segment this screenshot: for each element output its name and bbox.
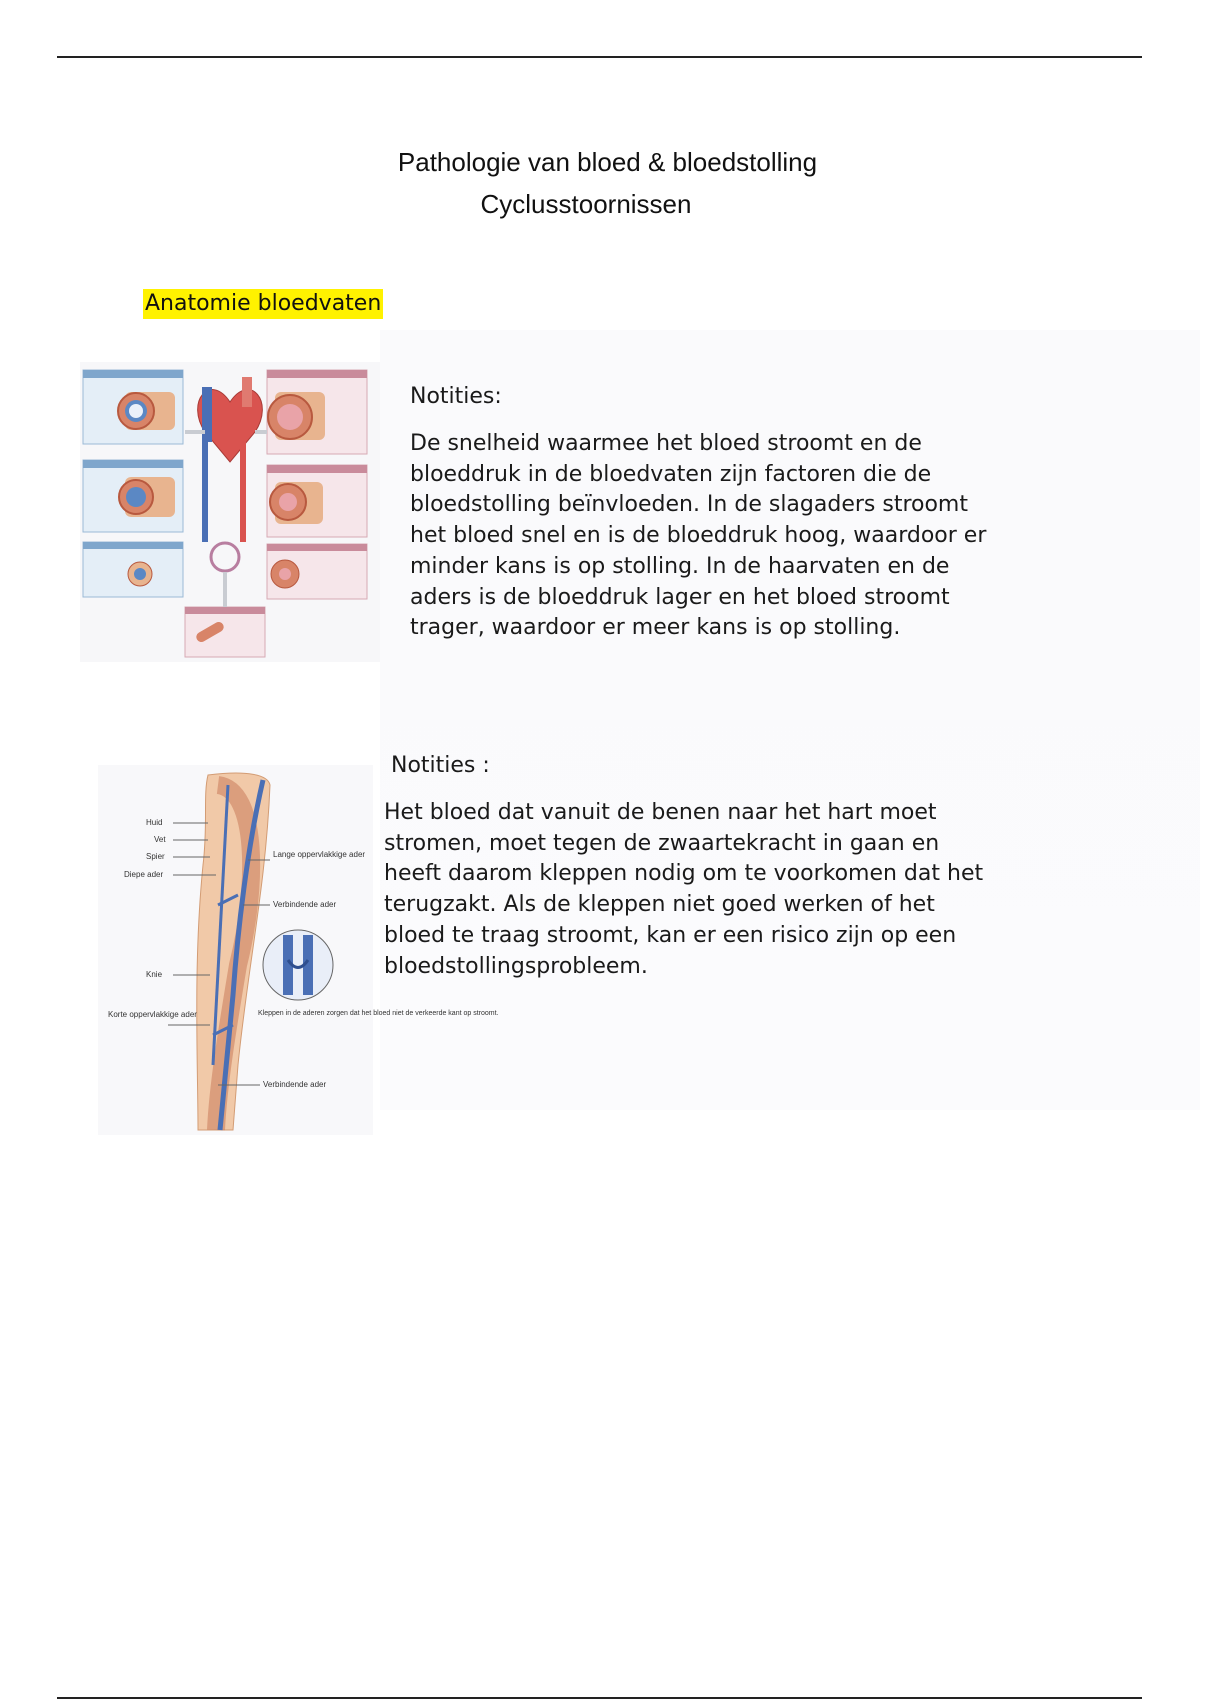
vessel-panel-header [83,370,183,378]
notes-line: bloedstolling beïnvloeden. In de slagaders stroomt [410,492,968,518]
vessel-inner [129,404,143,418]
label-muscle: Spier [146,852,165,861]
label-connecting-vein-2: Verbindende ader [263,1080,327,1089]
label-skin: Huid [146,818,163,827]
label-connecting-vein-1: Verbindende ader [273,900,337,909]
capillary-bed [211,543,239,571]
notes-line: het bloed snel en is de bloeddruk hoog, waardoor er [410,523,987,549]
vessel-panel-header [267,465,367,473]
notes-line: De snelheid waarmee het bloed stroomt en de [410,431,922,456]
notes-line: trager, waardoor er meer kans is op stolling. [410,615,901,641]
label-deep-vein: Diepe ader [124,870,164,879]
notes-text-2 [384,798,1084,982]
notes-line: stromen, moet tegen de zwaartekracht in gaan en [384,830,940,856]
vein-line [202,442,208,542]
vessel-panel [185,607,265,657]
vessel-panel-header [267,370,367,378]
notes-line: bloed te traag stroomt, kan er een risico zijn op een [384,922,957,948]
vessel-panel-header [83,542,183,549]
document-subtitle: Cyclusstoornissen [480,189,692,219]
notes-line: aders is de bloeddruk lager en het bloed stroomt [410,584,950,610]
vessel-lumen [279,493,297,511]
notes-line: minder kans is op stolling. In de haarvaten en de [410,553,950,579]
label-valves: Kleppen in de aderen zorgen dat het bloed niet de verkeerde kant op stroomt. [258,1010,499,1017]
notes-text-1 [410,429,1070,644]
notes-line: bloedstollingsprobleem. [384,953,648,979]
notes-label-1: Notities: [410,384,502,409]
label-long-vein: Lange oppervlakkige ader [273,850,366,859]
artery-trunk [242,377,252,407]
vessel-lumen [126,487,146,507]
label-fat: Vet [154,835,166,844]
bottom-rule [57,1697,1142,1699]
label-short-vein: Korte oppervlakkige ader [108,1010,197,1019]
vessel-panel-header [185,607,265,614]
blood-vessels-diagram [80,362,380,662]
vessel-panel-header [267,544,367,551]
document-title: Pathologie van bloed & bloedstolling [397,147,818,177]
artery-line [240,442,246,542]
section-heading: Anatomie bloedvaten [143,289,383,319]
vessel-lumen [277,404,303,430]
vessel-lumen [279,568,291,580]
notes-line: bloeddruk in de bloedvaten zijn factoren die de [410,461,932,487]
notes-line: Het bloed dat vanuit de benen naar het hart moet [384,800,937,825]
vessel-lumen [134,568,146,580]
blood-vessels-illustration [80,362,380,662]
label-knee: Knie [146,970,163,979]
notes-label-2: Notities : [391,753,490,778]
top-rule [57,56,1142,58]
notes-line: terugzakt. Als de kleppen niet goed werken of het [384,892,935,918]
valve-inset [263,930,333,1000]
vessel-panel-header [83,460,183,468]
notes-line: heeft daarom kleppen nodig om te voorkomen dat het [384,861,984,887]
